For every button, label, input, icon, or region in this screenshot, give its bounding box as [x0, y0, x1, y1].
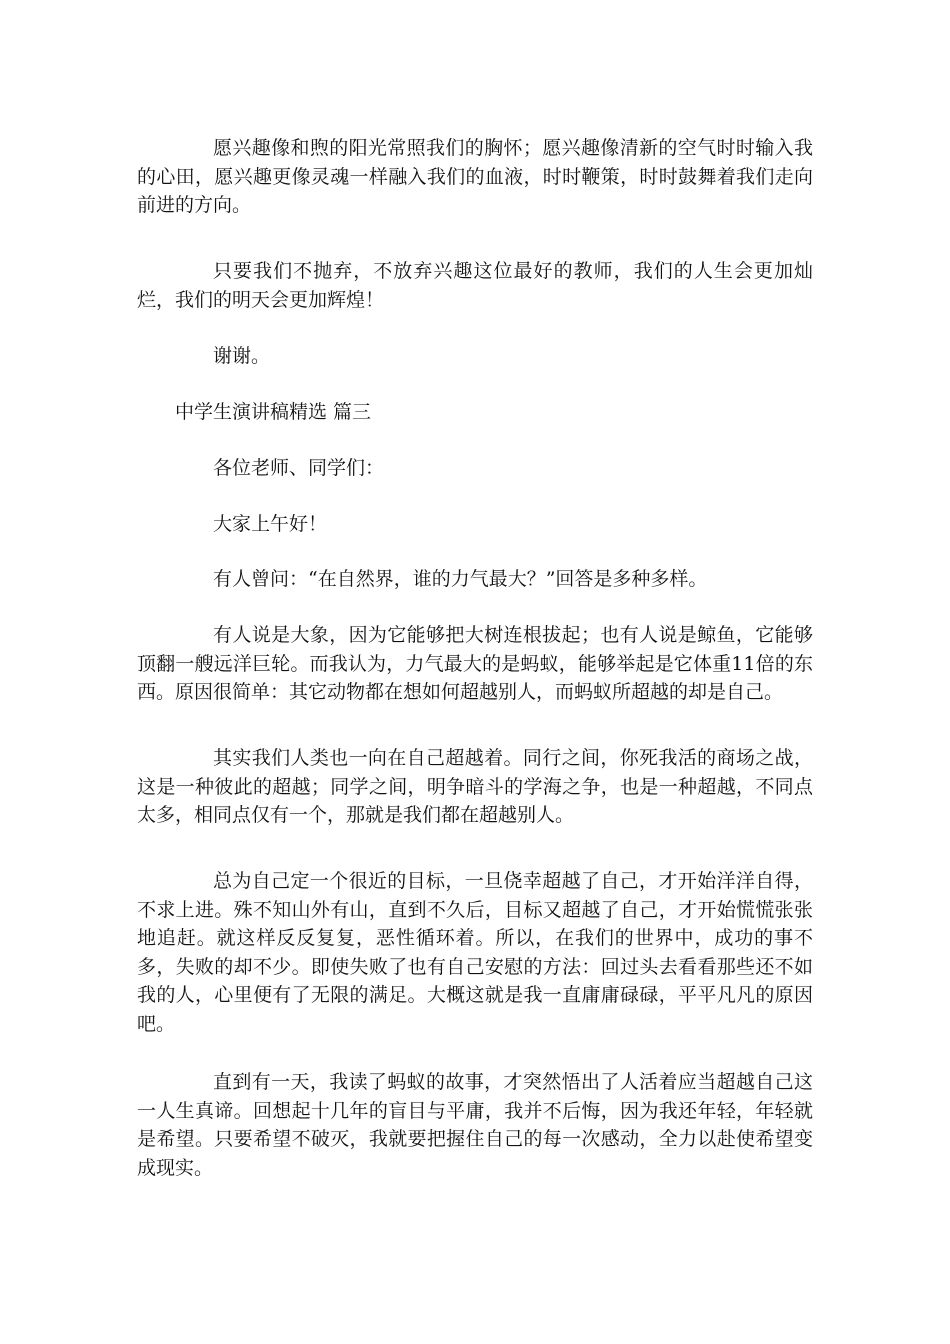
paragraph-question: 有人曾问：“在自然界，谁的力气最大？”回答是多种多样。: [213, 568, 708, 590]
paragraph-interest-wish: 愿兴趣像和煦的阳光常照我们的胸怀；愿兴趣像清新的空气时时输入我的心田，愿兴趣更像灵魂一样融入我们的血液，时时鞭策，时时鼓舞着我们走向前进的方向。: [137, 137, 813, 216]
paragraph-vicious-cycle: 总为自己定一个很近的目标，一旦侥幸超越了自己，才开始洋洋自得，不求上进。殊不知山外有山，直到不久后，目标又超越了自己，才开始慌慌张张地追赶。就这样反反复复，恶性循环着。所以，在我们的世界中，成功的事不多，失败的却不少。即使失败了也有自己安慰的方法：回过头去看看那些还不如我的人，心里便有了无限的满足。大概这就是我一直庸庸碌碌，平平凡凡的原因吧。: [137, 870, 813, 1035]
paragraph-ant-strength: 有人说是大象，因为它能够把大树连根拔起；也有人说是鲸鱼，它能够顶翻一艘远洋巨轮。而我认为，力气最大的是蚂蚁，能够举起是它体重11倍的东西。原因很简单：其它动物都在想如何超越别人，而蚂蚁所超越的却是自己。: [137, 624, 813, 703]
paragraph-surpassing-others: 其实我们人类也一向在自己超越着。同行之间，你死我活的商场之战，这是一种彼此的超越；同学之间，明争暗斗的学海之争，也是一种超越，不同点太多，相同点仅有一个，那就是我们都在超越别人。: [137, 747, 813, 826]
paragraph-thanks: 谢谢。: [213, 345, 271, 367]
paragraph-never-give-up: 只要我们不抛弃，不放弃兴趣这位最好的教师，我们的人生会更加灿烂，我们的明天会更加辉煌！: [137, 260, 813, 311]
paragraph-good-morning: 大家上午好！: [213, 513, 328, 535]
paragraph-greeting-teachers: 各位老师、同学们：: [213, 457, 385, 479]
paragraph-ant-story: 直到有一天，我读了蚂蚁的故事，才突然悟出了人活着应当超越自己这一人生真谛。回想起十几年的盲目与平庸，我并不后悔，因为我还年轻，年轻就是希望。只要希望不破灭，我就要把握住自己的每一次感动，全力以赴使希望变成现实。: [137, 1071, 813, 1179]
section-heading: 中学生演讲稿精选 篇三: [175, 401, 372, 423]
